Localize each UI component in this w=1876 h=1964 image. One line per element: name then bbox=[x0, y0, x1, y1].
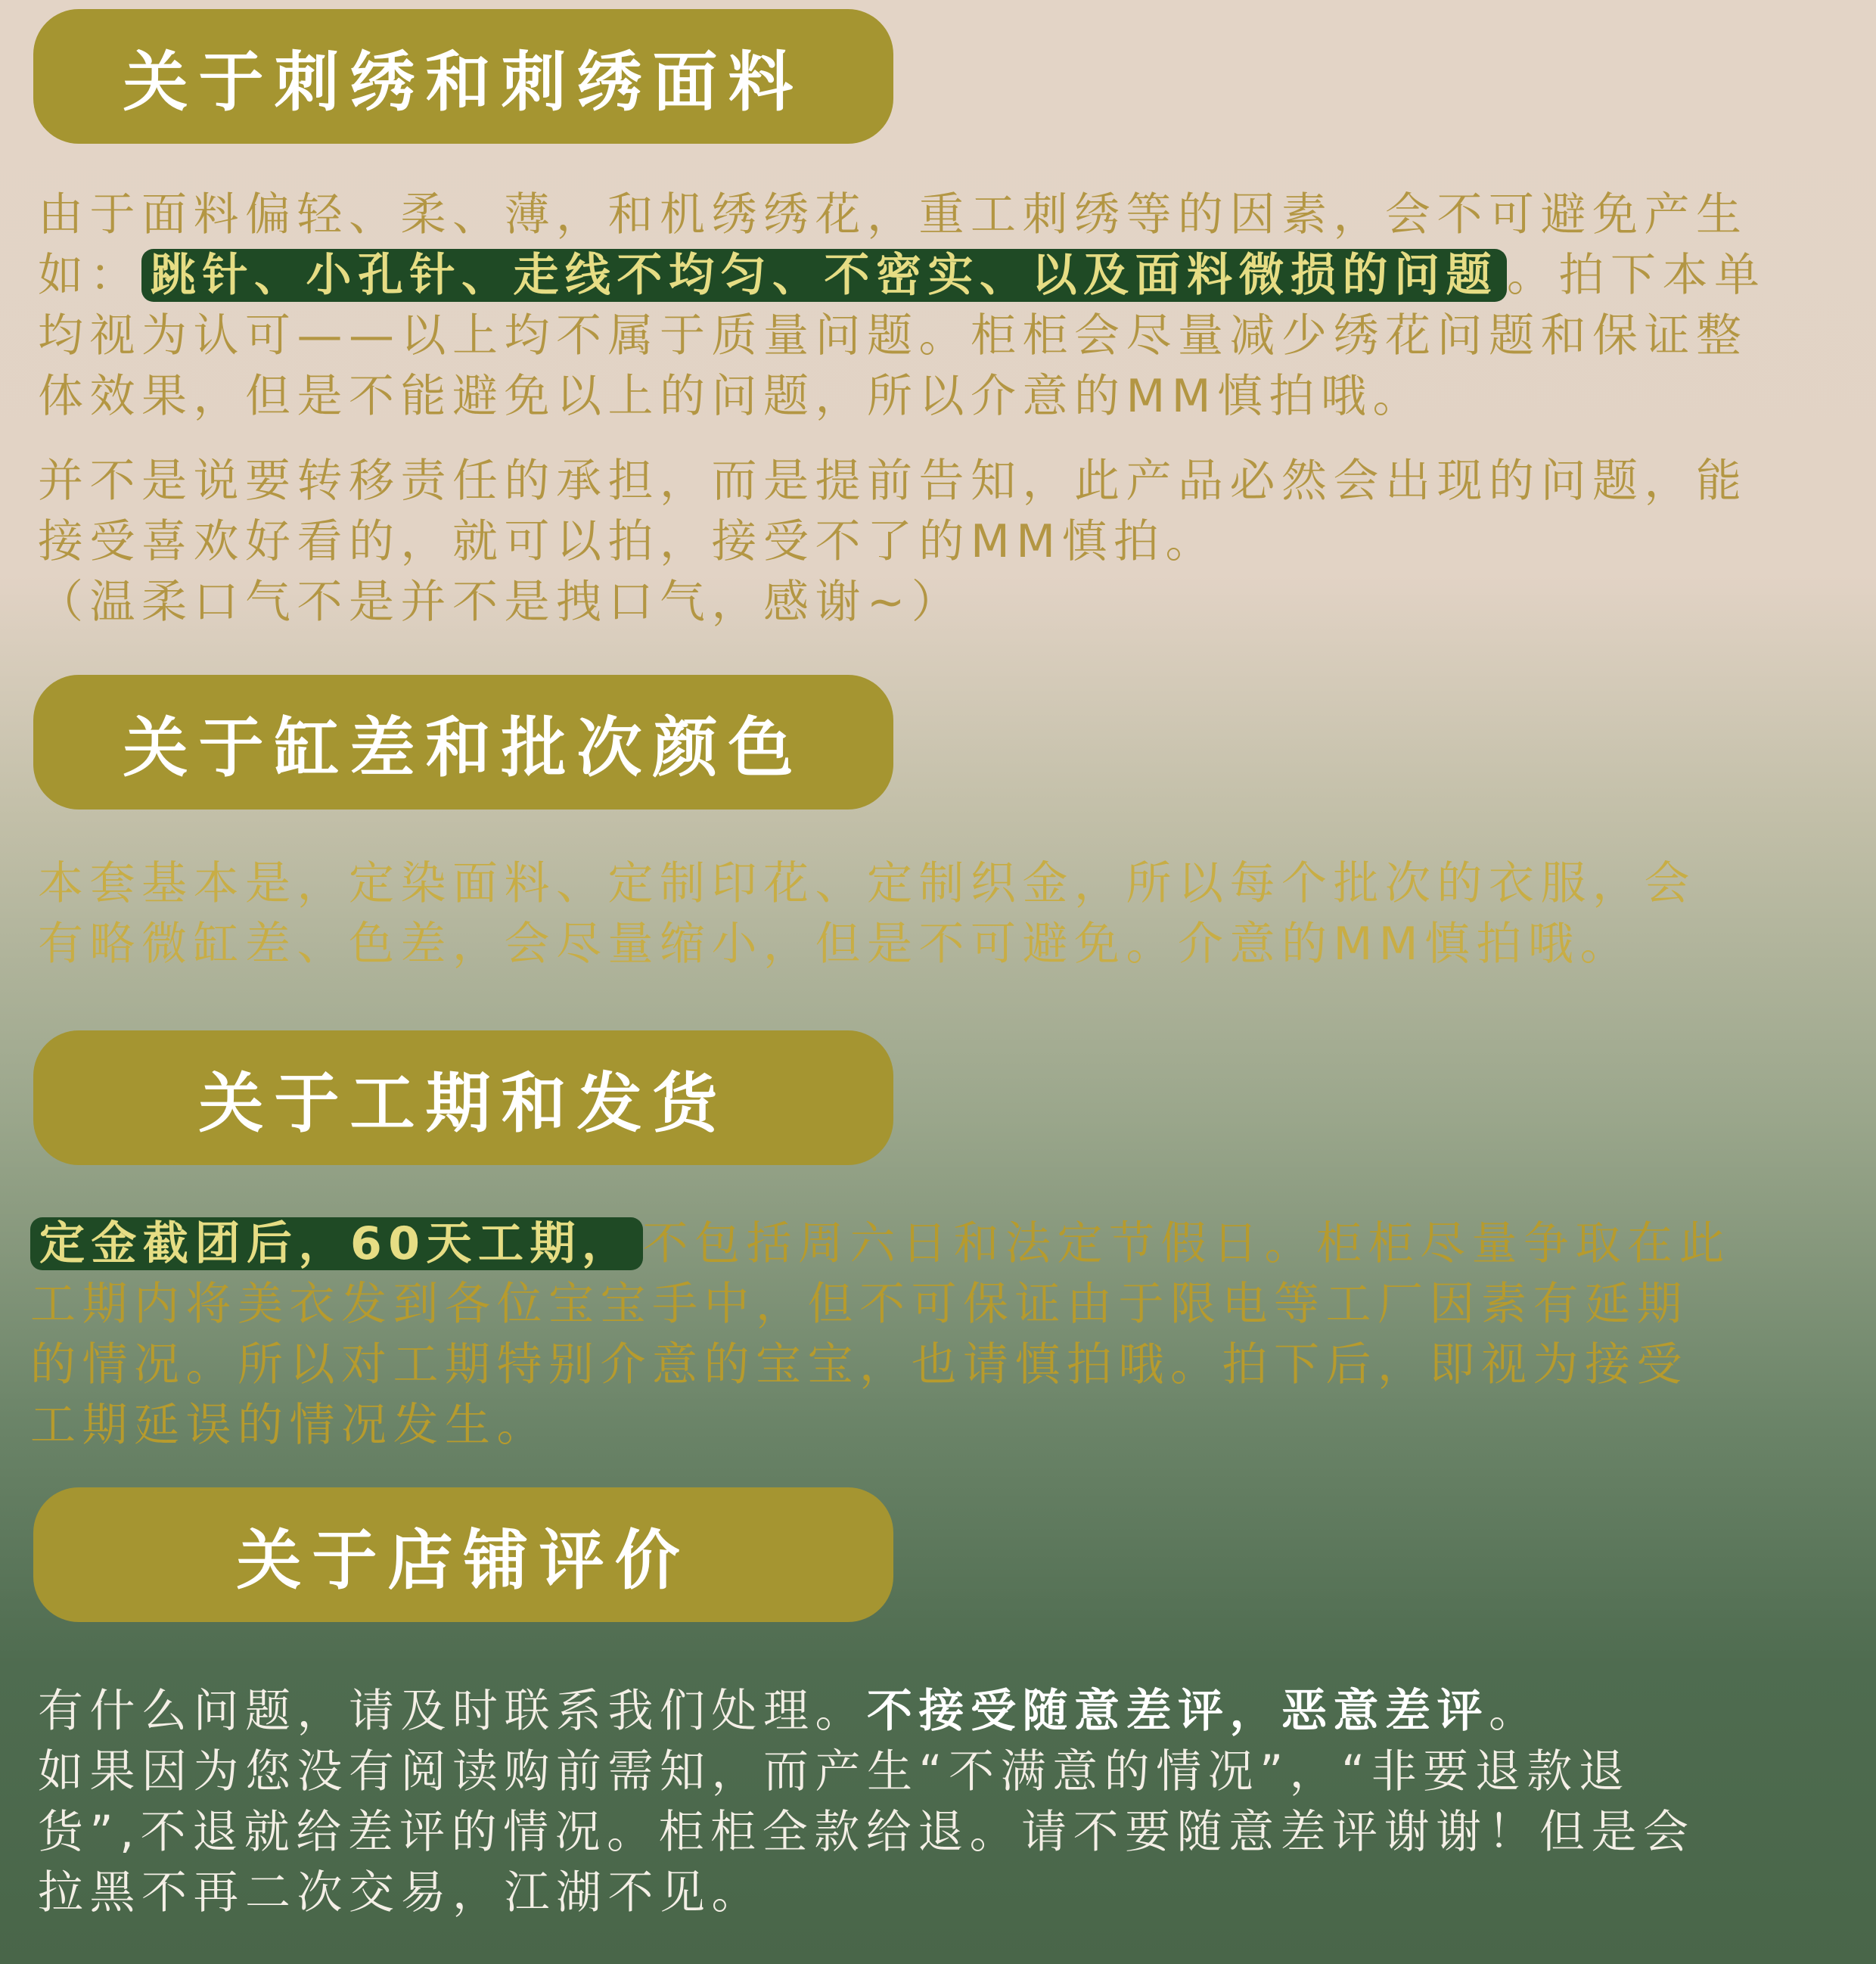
section-title: 关于缸差和批次颜色 bbox=[123, 710, 804, 786]
text-line: 如果因为您没有阅读购前需知，而产生“不满意的情况”，“非要退款退 bbox=[38, 1745, 1631, 1798]
responsibility-notice-paragraph bbox=[38, 451, 1853, 632]
text-line: 的情况。所以对工期特别介意的宝宝，也请慎拍哦。拍下后，即视为接受 bbox=[30, 1338, 1688, 1391]
text-line: 拉黑不再二次交易，江湖不见。 bbox=[38, 1866, 763, 1919]
text-fragment: 如： bbox=[38, 249, 141, 302]
text-line: 工期延误的情况发生。 bbox=[30, 1399, 548, 1452]
review-notice-paragraph bbox=[38, 1681, 1853, 1923]
text-line: 均视为认可——以上均不属于质量问题。柜柜会尽量减少绣花问题和保证整 bbox=[38, 309, 1748, 362]
text-fragment: 。拍下本单 bbox=[1507, 249, 1766, 302]
text-line: 接受喜欢好看的，就可以拍，接受不了的MM慎拍。 bbox=[38, 515, 1218, 568]
section-header-dye-lot bbox=[33, 675, 893, 810]
text-line: 货”,不退就给差评的情况。柜柜全款给退。请不要随意差评谢谢！但是会 bbox=[38, 1806, 1695, 1859]
text-line: 体效果，但是不能避免以上的问题，所以介意的MM慎拍哦。 bbox=[38, 370, 1425, 423]
section-header-production-shipping bbox=[33, 1030, 893, 1165]
section-header-embroidery bbox=[33, 9, 893, 144]
text-line bbox=[38, 1681, 1853, 1742]
text-line: 并不是说要转移责任的承担，而是提前告知，此产品必然会出现的问题，能 bbox=[38, 455, 1748, 508]
text-fragment: 不包括周六日和法定节假日。柜柜尽量争取在此 bbox=[642, 1217, 1731, 1270]
text-line: 由于面料偏轻、柔、薄，和机绣绣花，重工刺绣等的因素，会不可避免产生 bbox=[38, 188, 1748, 241]
embroidery-notice-paragraph bbox=[38, 185, 1853, 427]
text-line: 工期内将美衣发到各位宝宝手中，但不可保证由于限电等工厂因素有延期 bbox=[30, 1278, 1688, 1331]
highlight-production-period: 定金截团后，60天工期， bbox=[30, 1217, 643, 1270]
text-line bbox=[30, 1214, 1846, 1274]
text-line: 本套基本是，定染面料、定制印花、定制织金，所以每个批次的衣服，会 bbox=[38, 857, 1696, 910]
highlight-defects: 跳针、小孔针、走线不均匀、不密实、以及面料微损的问题 bbox=[141, 249, 1507, 302]
production-notice-paragraph bbox=[30, 1214, 1846, 1456]
text-line bbox=[38, 245, 1853, 306]
section-title: 关于店铺评价 bbox=[236, 1522, 691, 1599]
text-fragment: 有什么问题，请及时联系我们处理。 bbox=[38, 1685, 867, 1738]
text-line: 有略微缸差、色差，会尽量缩小，但是不可避免。介意的MM慎拍哦。 bbox=[38, 918, 1632, 971]
dye-lot-notice-paragraph bbox=[38, 853, 1853, 974]
text-line: （温柔口气不是并不是拽口气，感谢~） bbox=[38, 576, 964, 629]
section-header-store-reviews bbox=[33, 1487, 893, 1622]
text-fragment: 。 bbox=[1489, 1685, 1541, 1738]
section-title: 关于刺绣和刺绣面料 bbox=[123, 44, 804, 120]
section-title: 关于工期和发货 bbox=[198, 1065, 728, 1142]
emphasis-no-bad-reviews: 不接受随意差评，恶意差评 bbox=[867, 1685, 1489, 1738]
